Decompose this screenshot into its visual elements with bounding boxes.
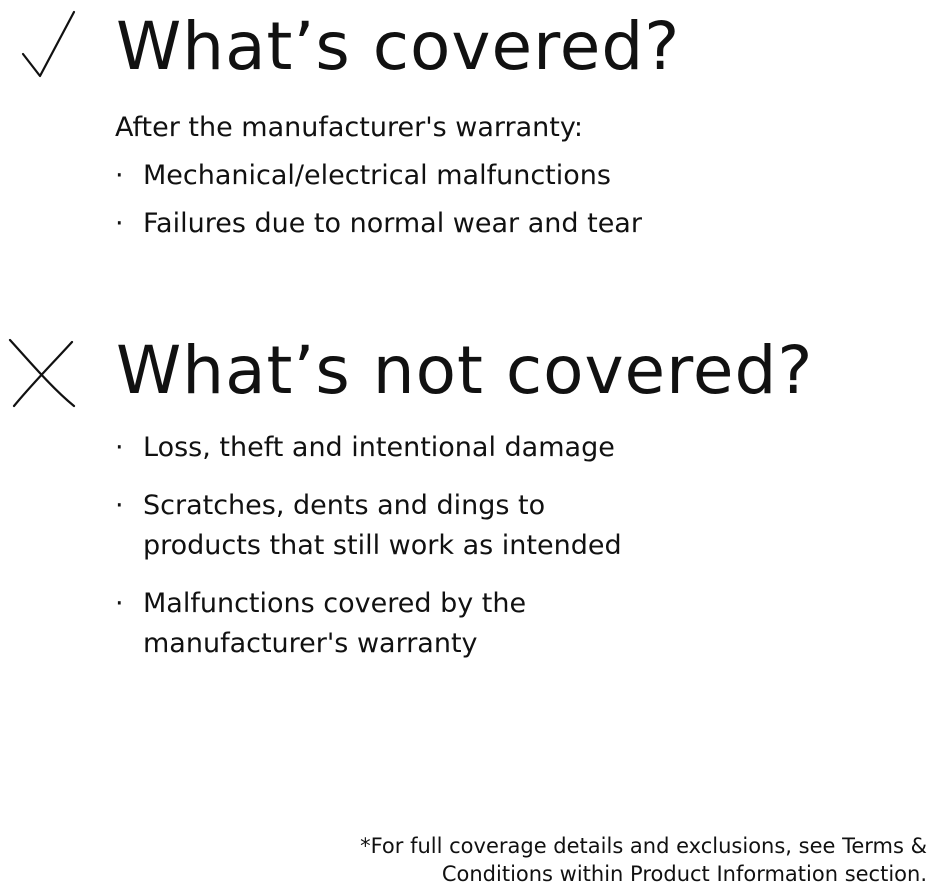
x-mark-icon bbox=[6, 336, 78, 410]
bullet-dot: · bbox=[115, 208, 124, 239]
covered-heading: What’s covered? bbox=[116, 8, 681, 85]
covered-list bbox=[115, 156, 642, 244]
list-item bbox=[115, 156, 642, 196]
list-item bbox=[115, 204, 642, 244]
bullet-dot: · bbox=[115, 160, 124, 191]
covered-intro: After the manufacturer's warranty: bbox=[115, 112, 583, 143]
coverage-footnote bbox=[360, 832, 927, 888]
list-item-text: Malfunctions covered by the bbox=[143, 588, 527, 619]
bullet-dot: · bbox=[115, 490, 124, 521]
checkmark-icon bbox=[20, 8, 76, 78]
bullet-dot: · bbox=[115, 432, 124, 463]
list-item bbox=[115, 486, 622, 566]
bullet-dot: · bbox=[115, 588, 124, 619]
footnote-line-1: *For full coverage details and exclusions, see Terms & bbox=[360, 834, 927, 858]
footnote-line-2: Conditions within Product Information section. bbox=[441, 862, 927, 886]
list-item-text: Mechanical/electrical malfunctions bbox=[143, 160, 611, 191]
list-item bbox=[115, 428, 622, 468]
list-item-text: manufacturer's warranty bbox=[143, 628, 478, 659]
list-item bbox=[115, 584, 622, 664]
not-covered-heading: What’s not covered? bbox=[116, 332, 814, 409]
list-item-text: Scratches, dents and dings to bbox=[143, 490, 546, 521]
list-item-text: Failures due to normal wear and tear bbox=[143, 208, 642, 239]
list-item-text: Loss, theft and intentional damage bbox=[143, 432, 615, 463]
list-item-text: products that still work as intended bbox=[143, 530, 622, 561]
not-covered-list bbox=[115, 428, 622, 664]
